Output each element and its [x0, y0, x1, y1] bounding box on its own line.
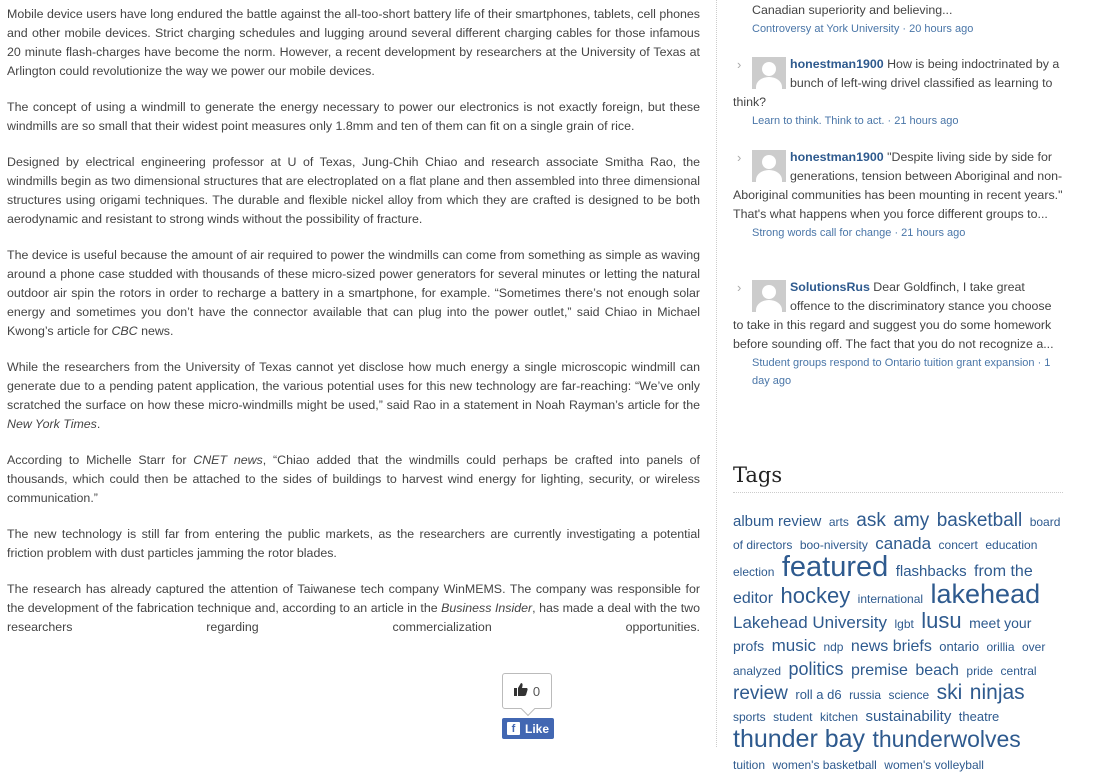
article-paragraph: The concept of using a windmill to generate the energy necessary to power our electronics is not exactly foreign, but these windmills are so small that their widest point measures only 1.8mm and ten of them can fit on a single grain of rice. — [7, 100, 700, 133]
article-paragraph — [7, 451, 700, 508]
article-paragraph — [7, 580, 700, 637]
like-count-box[interactable] — [502, 673, 552, 709]
like-count: 0 — [532, 683, 541, 699]
tag-link[interactable]: featured — [781, 551, 889, 583]
tag-link[interactable]: Lakehead University — [733, 613, 888, 632]
article-text: According to Michelle Starr for — [7, 453, 194, 467]
facebook-icon: f — [507, 722, 520, 735]
tag-link[interactable]: hockey — [780, 583, 851, 608]
tag-link[interactable]: arts — [828, 515, 849, 529]
facebook-like-label: Like — [524, 721, 549, 736]
tag-link[interactable]: russia — [849, 688, 882, 702]
article-text: . — [96, 417, 101, 431]
comment-author[interactable]: SolutionsRus — [790, 280, 870, 294]
tag-link[interactable]: ski — [936, 681, 963, 704]
tag-link[interactable]: lgbt — [894, 617, 914, 631]
tag-link[interactable]: tuition — [733, 758, 766, 772]
article-paragraph: The new technology is still far from entering the public markets, as the researchers are currently investigating a potential friction problem with dust particles jamming the rotor blades. — [7, 527, 700, 560]
comment-text: Canadian superiority and believing... — [752, 3, 953, 17]
comment-excerpt: How is being indoctrinated by a bunch of left-wing drivel classified as learning to think? — [733, 57, 1060, 109]
article-emphasis: New York Times — [7, 417, 97, 431]
tag-link[interactable]: theatre — [958, 709, 1000, 724]
chevron-right-icon: › — [737, 280, 742, 295]
tag-cloud — [733, 510, 1063, 776]
tag-link[interactable]: education — [985, 538, 1038, 552]
tag-link[interactable]: canada — [875, 534, 932, 553]
article-paragraph: Mobile device users have long endured the battle against the all-too-short battery life of their smartphones, tablets, cell phones and other mobile devices. Strict charging schedules and lugging around several different charging cables for those infamous 20 minute flash-charges have become the norm. However, a recent development by researchers at the University of Texas at Arlington could revolutionize the way we power our mobile devices. — [7, 7, 700, 78]
tag-link[interactable]: student — [773, 710, 813, 724]
article-paragraph — [7, 246, 700, 341]
tag-link[interactable]: premise — [850, 662, 908, 679]
tag-link[interactable]: ask — [856, 510, 886, 531]
tag-link[interactable]: pride — [966, 664, 994, 678]
tag-link[interactable]: women's volleyball — [884, 758, 984, 772]
article-body — [7, 5, 700, 654]
article-text: news. — [137, 324, 174, 338]
article-paragraph — [7, 358, 700, 434]
article-text: While the researchers from the University of Texas cannot yet disclose how much energy a single microscopic windmill can generate due to a pending patent application, the various potential uses for this new technology are far-reaching: “We’ve only scratched the surface on how these micro-windmills might be used,” said Rao in a statement in Noah Rayman’s article for the — [7, 360, 700, 412]
chevron-right-icon: › — [737, 57, 742, 72]
tag-link[interactable]: science — [888, 688, 930, 702]
tag-link[interactable]: board of directors — [733, 515, 1061, 552]
tag-link[interactable]: flashbacks — [895, 563, 967, 580]
article-paragraph: Designed by electrical engineering professor at U of Texas, Jung-Chih Chiao and research associate Smitha Rao, the windmills begin as two dimensional structures that are electroplated on a flat plane and then assembled into three dimensional structures using origami techniques. The durable and flexible nickel alloy from which they are crafted is designed to be both aerodynamic and resistant to strong winds without the possibility of fracture. — [7, 155, 700, 226]
tag-link[interactable]: news briefs — [850, 638, 932, 655]
article-text: The research has already captured the attention of Taiwanese tech company WinMEMS. The company was responsible for the development of the fabrication technique and, according to an article in the — [7, 582, 700, 615]
tag-link[interactable]: sports — [733, 710, 766, 724]
tag-link[interactable]: ndp — [823, 640, 844, 654]
tag-link[interactable]: politics — [788, 659, 844, 679]
tag-link[interactable]: beach — [915, 662, 959, 679]
tags-heading: Tags — [733, 463, 1063, 493]
tag-link[interactable]: kitchen — [819, 710, 858, 724]
tag-link[interactable]: thunderwolves — [872, 726, 1021, 752]
tag-link[interactable]: lakehead — [930, 579, 1041, 609]
avatar — [752, 280, 786, 312]
comment-excerpt: Dear Goldfinch, I take great offence to the discriminatory stance you choose to take in this regard and suggest you do some homework before sounding off. The fact that you do not recognize a... — [733, 280, 1054, 351]
avatar — [752, 150, 786, 182]
tag-link[interactable]: thunder bay — [733, 725, 866, 753]
tag-link[interactable]: over analyzed — [733, 640, 1046, 678]
recent-comment — [733, 55, 1063, 130]
tag-link[interactable]: orillia — [986, 640, 1015, 654]
tag-link[interactable]: basketball — [936, 510, 1023, 531]
comment-author[interactable]: honestman1900 — [790, 57, 884, 71]
tag-link[interactable]: women's basketball — [772, 758, 877, 772]
comment-meta-link[interactable]: Controversy at York University · 20 hours ago — [752, 23, 974, 35]
tag-link[interactable]: central — [1000, 664, 1037, 678]
recent-comment — [733, 1, 1063, 38]
tag-link[interactable]: concert — [938, 538, 978, 552]
recent-comment — [733, 148, 1063, 242]
article-emphasis: CBC — [111, 324, 138, 338]
tag-link[interactable]: meet your profs — [733, 615, 1032, 654]
tag-link[interactable]: lusu — [921, 608, 962, 633]
article-emphasis: Business Insider — [441, 601, 533, 615]
tag-link[interactable]: boo-niversity — [799, 538, 868, 552]
facebook-like-button[interactable] — [502, 718, 554, 739]
comment-meta-link[interactable]: Student groups respond to Ontario tuition grant expansion · 1 day ago — [752, 357, 1051, 387]
tag-link[interactable]: ninjas — [969, 681, 1025, 704]
comment-meta-link[interactable]: Learn to think. Think to act. · 21 hours ago — [752, 115, 959, 127]
tag-link[interactable]: ontario — [939, 639, 980, 654]
article-text: The device is useful because the amount of air required to power the windmills can come from something as simple as waving around a phone case studded with thousands of these micro-sized power generators for several minutes or letting the natural outdoor air spin the rotors in order to recharge a battery in a smartphone, for example. “Sometimes there’s not enough solar energy and sometimes you don’t have the connector available that can plug into the power outlet,” said Chiao in Michael Kwong’s article for — [7, 248, 700, 338]
tag-link[interactable]: international — [857, 592, 924, 606]
avatar — [752, 57, 786, 89]
article-text: , “Chiao added that the windmills could perhaps be crafted into panels of thousands, which could then be attached to the sides of buildings to harvest wind energy for lighting, security, or wireless communication.” — [7, 453, 700, 505]
tag-link[interactable]: album review — [733, 513, 822, 530]
article-text: , has made a deal with the two researchers regarding commercialization opportunities. — [7, 601, 700, 634]
article-emphasis: CNET news — [193, 453, 263, 467]
tag-link[interactable]: amy — [893, 510, 930, 531]
chevron-right-icon: › — [737, 150, 742, 165]
tag-link[interactable]: music — [771, 636, 816, 655]
column-divider — [716, 0, 717, 747]
thumbs-up-icon — [514, 683, 528, 699]
recent-comment — [733, 278, 1063, 390]
tag-link[interactable]: review — [733, 683, 788, 704]
tag-link[interactable]: from the editor — [733, 563, 1033, 607]
tag-link[interactable]: sustainability — [865, 708, 952, 725]
tag-link[interactable]: election — [733, 565, 775, 579]
comment-meta-link[interactable]: Strong words call for change · 21 hours ago — [752, 227, 966, 239]
tag-link[interactable]: roll a d6 — [795, 687, 842, 702]
comment-author[interactable]: honestman1900 — [790, 150, 884, 164]
comment-excerpt: "Despite living side by side for generations, tension between Aboriginal and non-Aboriginal communities has been mounting in recent years." That's what happens when you force different groups to... — [733, 150, 1063, 221]
